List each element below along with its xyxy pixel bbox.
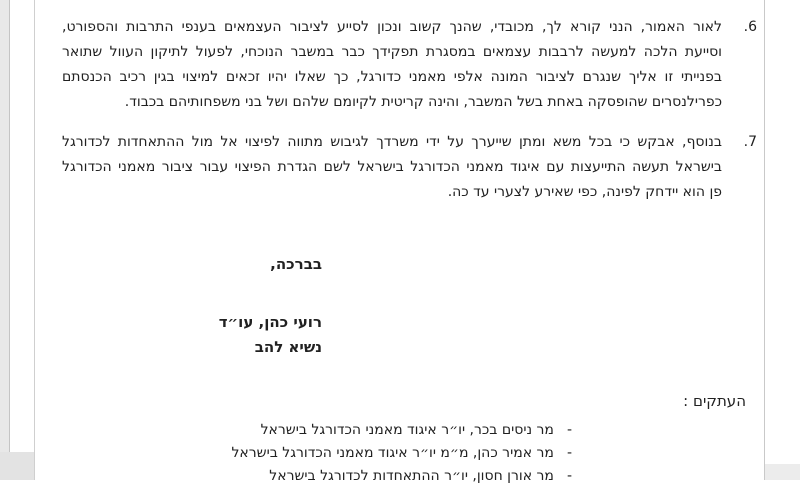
- paragraph-6-number: 6.: [743, 19, 757, 35]
- paragraph-7: [62, 130, 757, 205]
- copies-item-text: מר אמיר כהן, מ״מ יו״ר איגוד מאמני הכדורגל בישראל: [231, 445, 554, 461]
- copies-item-text: מר ניסים בכר, יו״ר איגוד מאמני הכדורגל בישראל: [260, 422, 554, 438]
- list-item: [231, 442, 572, 465]
- paragraph-6-line-3: בפנייתי זו אליך שנגרם לציבור המונה אלפי מאמני כדורגל, כך שאלו יהיו זכאים למיצוי בגין רכיב הכנסתם: [62, 69, 722, 85]
- paragraph-7-number: 7.: [743, 134, 757, 150]
- scan-shadow-bottom-left: [0, 452, 34, 480]
- list-item: [231, 465, 572, 488]
- scan-shadow-bottom-right: [765, 464, 800, 480]
- paragraph-7-line-3: פן הוא יידחק לפינה, כפי שאירע לצערי עד כה.: [447, 184, 722, 200]
- paragraph-6-line-4: כפרילנסרים שהופסקה באחת בשל המשבר, והינה קריטית לקיומם שלהם ושל בני משפחותיהם בכבוד.: [124, 94, 722, 110]
- paragraph-6-text: [62, 15, 722, 115]
- scan-edge-strip-left: [0, 0, 9, 480]
- scan-rule-left-inner: [34, 0, 35, 480]
- list-item: [231, 419, 572, 442]
- signature-title: נשיא להב: [254, 338, 322, 356]
- paragraph-6: [62, 15, 757, 115]
- signature-name: רועי כהן, עו״ד: [218, 313, 322, 331]
- scan-rule-left-outer: [9, 0, 10, 480]
- paragraph-7-line-2: בישראל תעשה התייעצות עם איגוד מאמני הכדורגל בישראל לשם הגדרת הפיצוי עבור ציבור מאמני הכדורגל: [62, 159, 722, 175]
- list-dash-marker: -: [566, 445, 572, 461]
- copies-heading: העתקים :: [683, 392, 746, 410]
- copies-item-text: מר אורן חסון, יו״ר ההתאחדות לכדורגל בישראל: [269, 468, 554, 484]
- list-dash-marker: -: [566, 422, 572, 438]
- paragraph-6-line-2: וסייעת הלכה למעשה לרבבות עצמאים במסגרת תפקידך כבר במשבר הנוכחי, לפעול לתיקון העוול שתואר: [62, 44, 722, 60]
- signature-closing: בברכה,: [270, 255, 322, 273]
- paragraph-7-text: [62, 130, 722, 205]
- paragraph-6-line-1: לאור האמור, הנני קורא לך, מכובדי, שהנך קשוב ונכון לסייע לציבור העצמאים בענפי התרבות והספורט,: [62, 19, 722, 35]
- copies-list: [231, 419, 572, 488]
- list-dash-marker: -: [566, 468, 572, 484]
- scan-rule-right: [764, 0, 765, 480]
- paragraph-7-line-1: בנוסף, אבקש כי בכל משא ומתן שייערך על ידי משרדך לגיבוש מתווה לפיצוי אל מול ההתאחדות לכדורגל: [62, 134, 722, 150]
